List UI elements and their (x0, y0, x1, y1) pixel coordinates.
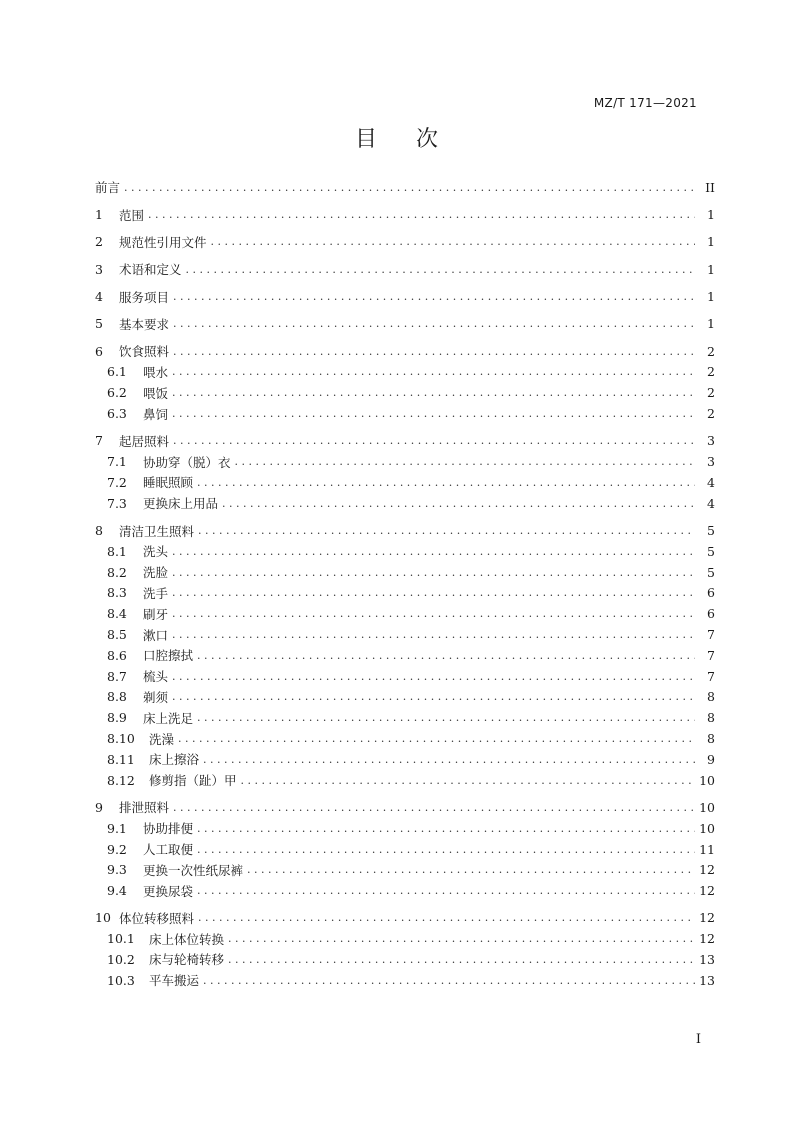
toc-entry-page: 8 (707, 710, 715, 726)
toc-entry-label: 刷牙 (143, 606, 169, 622)
toc-leader-dots (211, 235, 695, 248)
toc-entry[interactable] (95, 520, 715, 541)
toc-leader-dots (173, 317, 695, 330)
toc-entry[interactable] (95, 624, 715, 645)
toc-entry-number: 8.9 (107, 710, 127, 726)
toc-entry-page: 6 (707, 585, 715, 601)
toc-entry-label: 起居照料 (119, 433, 170, 449)
toc-entry-label: 前言 (95, 180, 121, 196)
toc-leader-dots (197, 884, 695, 897)
toc-entry[interactable] (95, 493, 715, 514)
toc-entry-page: 4 (707, 474, 715, 490)
toc-leader-dots (197, 649, 695, 662)
toc-leader-dots (228, 932, 695, 945)
page-number: I (695, 1032, 701, 1047)
toc-entry-number: 7.2 (107, 474, 127, 490)
toc-entry[interactable] (95, 908, 715, 929)
toc-entry-number: 8.2 (107, 564, 127, 580)
toc-entry[interactable] (95, 382, 715, 403)
toc-entry-number: 2 (95, 234, 103, 250)
toc-entry-page: 6 (707, 606, 715, 622)
toc-leader-dots (197, 711, 695, 724)
toc-entry[interactable] (95, 232, 715, 253)
toc-entry-label: 床上洗足 (143, 710, 194, 726)
toc-leader-dots (172, 690, 695, 703)
toc-entry[interactable] (95, 313, 715, 334)
toc-entry-number: 6.3 (107, 406, 127, 422)
toc-leader-dots (172, 586, 695, 599)
table-of-contents (95, 177, 715, 991)
toc-entry-page: 1 (707, 207, 715, 223)
toc-entry-label: 床上擦浴 (149, 752, 200, 768)
toc-entry-number: 8.7 (107, 668, 127, 684)
toc-entry-number: 8.5 (107, 627, 127, 643)
toc-leader-dots (197, 843, 695, 856)
toc-entry[interactable] (95, 204, 715, 225)
toc-entry[interactable] (95, 403, 715, 424)
toc-entry-label: 修剪指（趾）甲 (149, 773, 237, 789)
toc-entry[interactable] (95, 707, 715, 728)
toc-leader-dots (197, 476, 695, 489)
toc-entry-number: 8.8 (107, 689, 127, 705)
toc-leader-dots (235, 455, 695, 468)
toc-entry[interactable] (95, 970, 715, 991)
toc-entry-label: 喂水 (143, 364, 169, 380)
toc-entry-page: 1 (707, 261, 715, 277)
toc-entry[interactable] (95, 949, 715, 970)
toc-entry-label: 喂饭 (143, 385, 169, 401)
toc-entry-label: 体位转移照料 (119, 910, 195, 926)
toc-leader-dots (247, 863, 695, 876)
toc-leader-dots (124, 181, 695, 194)
toc-entry-page: 1 (707, 234, 715, 250)
toc-leader-dots (173, 290, 695, 303)
toc-leader-dots (197, 822, 695, 835)
toc-entry-label: 洗澡 (149, 731, 175, 747)
toc-entry[interactable] (95, 583, 715, 604)
toc-entry-label: 洗手 (143, 585, 169, 601)
toc-entry-page: 5 (707, 564, 715, 580)
toc-entry[interactable] (95, 839, 715, 860)
toc-entry-number: 9.3 (107, 862, 127, 878)
toc-entry-number: 8.10 (107, 731, 135, 747)
toc-leader-dots (172, 566, 695, 579)
toc-entry[interactable] (95, 341, 715, 362)
toc-entry-label: 床上体位转换 (149, 931, 225, 947)
toc-leader-dots (178, 732, 695, 745)
toc-entry-page: 10 (699, 799, 715, 815)
toc-leader-dots (172, 386, 695, 399)
toc-leader-dots (172, 628, 695, 641)
toc-entry-page: 9 (707, 751, 715, 767)
toc-leader-dots (172, 365, 695, 378)
toc-entry-number: 8.12 (107, 772, 135, 788)
toc-entry-number: 8.6 (107, 647, 127, 663)
toc-leader-dots (186, 263, 695, 276)
toc-entry-number: 8.3 (107, 585, 127, 601)
toc-entry-number: 3 (95, 261, 103, 277)
toc-entry-page: 8 (707, 731, 715, 747)
toc-entry-page: 3 (707, 454, 715, 470)
toc-entry-number: 8 (95, 523, 103, 539)
toc-entry-label: 梳头 (143, 669, 169, 685)
toc-entry-label: 平车搬运 (149, 973, 200, 989)
toc-entry[interactable] (95, 797, 715, 818)
toc-entry[interactable] (95, 728, 715, 749)
toc-entry[interactable] (95, 451, 715, 472)
toc-entry-number: 9.2 (107, 841, 127, 857)
toc-entry[interactable] (95, 472, 715, 493)
toc-entry-page: 2 (707, 385, 715, 401)
toc-entry-number: 6.2 (107, 385, 127, 401)
toc-leader-dots (172, 545, 695, 558)
toc-leader-dots (173, 801, 695, 814)
toc-entry-number: 7.1 (107, 454, 127, 470)
toc-entry-label: 剃须 (143, 689, 169, 705)
toc-entry-label: 更换一次性纸尿裤 (143, 862, 244, 878)
toc-entry-number: 4 (95, 289, 103, 305)
toc-entry-label: 协助穿（脱）衣 (143, 454, 231, 470)
toc-entry[interactable] (95, 362, 715, 383)
toc-entry-page: 12 (699, 910, 715, 926)
page-title (0, 122, 793, 153)
toc-entry[interactable] (95, 770, 715, 791)
toc-entry-label: 更换床上用品 (143, 496, 219, 512)
toc-entry-page: 3 (707, 433, 715, 449)
toc-leader-dots (173, 345, 695, 358)
toc-entry-number: 10 (95, 910, 111, 926)
toc-leader-dots (222, 497, 695, 510)
toc-entry-number: 6 (95, 343, 103, 359)
toc-entry-label: 基本要求 (119, 316, 170, 332)
toc-entry-page: 8 (707, 689, 715, 705)
toc-entry-number: 9.1 (107, 820, 127, 836)
toc-entry-label: 范围 (119, 207, 145, 223)
toc-leader-dots (148, 208, 695, 221)
toc-entry-label: 口腔擦拭 (143, 648, 194, 664)
toc-entry[interactable] (95, 859, 715, 880)
title-char-1: 目 (354, 127, 377, 152)
toc-entry-number: 1 (95, 207, 103, 223)
toc-entry[interactable] (95, 818, 715, 839)
toc-entry-page: 7 (707, 668, 715, 684)
toc-entry-page: 2 (707, 364, 715, 380)
toc-entry[interactable] (95, 177, 715, 198)
toc-entry-page: 13 (699, 972, 715, 988)
toc-leader-dots (172, 607, 695, 620)
toc-entry-label: 规范性引用文件 (119, 234, 207, 250)
toc-entry-label: 人工取便 (143, 842, 194, 857)
toc-entry-number: 10.3 (107, 972, 135, 988)
toc-entry-page: 10 (699, 772, 715, 788)
toc-entry-label: 洗头 (143, 544, 169, 560)
toc-leader-dots (198, 524, 695, 537)
toc-entry-page: 10 (699, 820, 715, 836)
toc-entry-number: 10.1 (107, 931, 135, 947)
toc-entry-label: 鼻饲 (143, 406, 169, 422)
toc-entry-page: II (705, 179, 715, 195)
toc-entry-number: 8.1 (107, 543, 127, 559)
toc-entry-label: 洗脸 (143, 565, 169, 581)
toc-entry-page: 1 (707, 316, 715, 332)
toc-entry[interactable] (95, 666, 715, 687)
toc-entry[interactable] (95, 687, 715, 708)
toc-entry-page: 7 (707, 647, 715, 663)
toc-entry-page: 1 (707, 289, 715, 305)
toc-entry-label: 漱口 (143, 627, 169, 643)
toc-entry-number: 5 (95, 316, 103, 332)
toc-entry-number: 10.2 (107, 951, 135, 967)
toc-entry-number: 9.4 (107, 883, 127, 899)
toc-entry[interactable] (95, 603, 715, 624)
title-char-2: 次 (416, 127, 439, 152)
toc-entry[interactable] (95, 880, 715, 901)
toc-entry[interactable] (95, 430, 715, 451)
toc-leader-dots (198, 911, 695, 924)
toc-entry-number: 7 (95, 433, 103, 449)
toc-entry-page: 12 (699, 883, 715, 899)
toc-entry-number: 7.3 (107, 495, 127, 511)
toc-entry[interactable] (95, 645, 715, 666)
toc-entry[interactable] (95, 928, 715, 949)
toc-entry-label: 更换尿袋 (143, 883, 194, 899)
toc-entry[interactable] (95, 541, 715, 562)
toc-entry-page: 5 (707, 523, 715, 539)
toc-entry-label: 术语和定义 (119, 262, 182, 278)
toc-entry-label: 排泄照料 (119, 800, 170, 816)
toc-entry-number: 8.11 (107, 751, 135, 767)
toc-entry-label: 协助排便 (143, 821, 194, 837)
toc-entry-label: 饮食照料 (119, 344, 170, 360)
toc-entry-page: 5 (707, 543, 715, 559)
toc-entry-page: 2 (707, 406, 715, 422)
toc-entry-page: 11 (699, 841, 715, 857)
toc-entry-label: 服务项目 (119, 289, 170, 305)
toc-entry[interactable] (95, 259, 715, 280)
toc-leader-dots (172, 670, 695, 683)
toc-leader-dots (203, 974, 695, 987)
toc-leader-dots (228, 953, 695, 966)
toc-entry-number: 8.4 (107, 606, 127, 622)
toc-entry[interactable] (95, 562, 715, 583)
toc-entry-page: 4 (707, 495, 715, 511)
toc-entry-page: 7 (707, 627, 715, 643)
toc-entry-number: 6.1 (107, 364, 127, 380)
toc-entry-page: 2 (707, 343, 715, 359)
toc-leader-dots (172, 407, 695, 420)
standard-code: MZ/T 171—2021 (593, 96, 697, 110)
toc-leader-dots (241, 774, 695, 787)
toc-entry-number: 9 (95, 799, 103, 815)
toc-entry[interactable] (95, 749, 715, 770)
toc-entry-label: 清洁卫生照料 (119, 523, 195, 539)
toc-leader-dots (203, 753, 695, 766)
toc-leader-dots (173, 434, 695, 447)
toc-entry-page: 12 (699, 931, 715, 947)
toc-entry-page: 13 (699, 951, 715, 967)
toc-entry-label: 睡眠照顾 (143, 475, 194, 491)
toc-entry[interactable] (95, 286, 715, 307)
toc-entry-label: 床与轮椅转移 (149, 952, 225, 968)
toc-entry-page: 12 (699, 862, 715, 878)
